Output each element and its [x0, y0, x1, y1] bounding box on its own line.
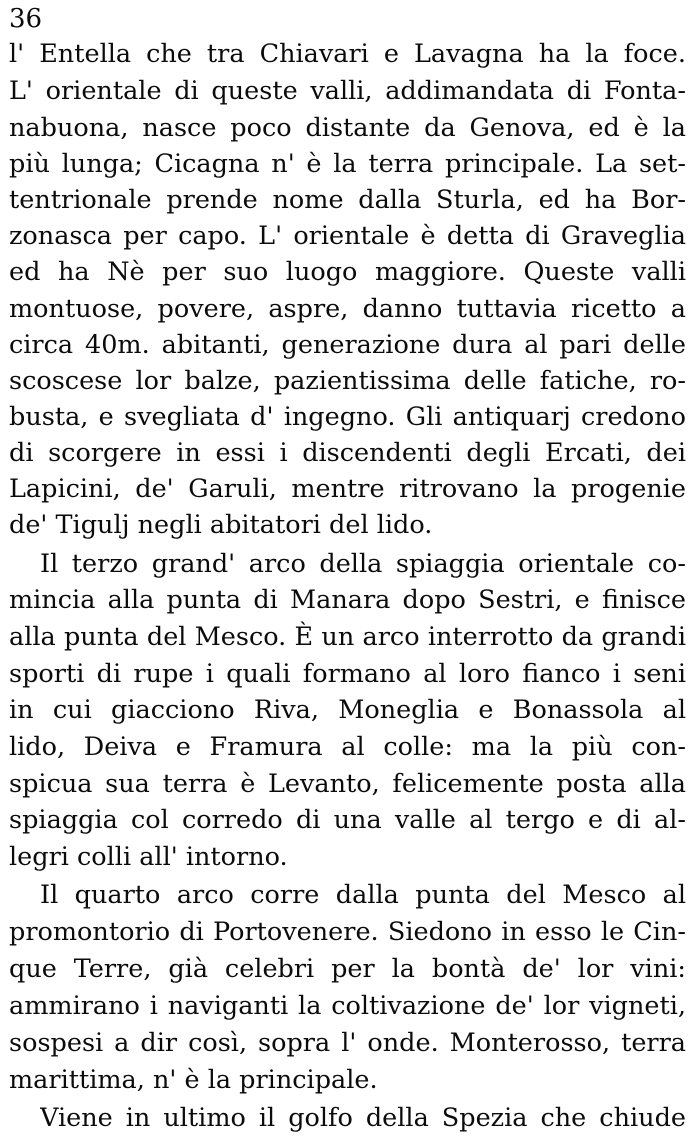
text-line: sospesi a dir così, sopra l' onde. Monterosso, terra [9, 1028, 686, 1058]
page-number: 36 [9, 4, 43, 34]
text-line: sporti di rupe i quali formano al loro fianco i seni [9, 659, 686, 689]
text-line: circa 40m. abitanti, generazione dura al pari delle [9, 330, 686, 360]
text-line: più lunga; Cicagna n' è la terra principale. La set- [9, 149, 686, 179]
text-line: L' orientale di queste valli, addimandata di Fonta- [9, 76, 686, 106]
text-line: montuose, povere, aspre, danno tuttavia ricetto a [9, 294, 686, 324]
text-line: Lapicini, de' Garuli, mentre ritrovano la progenie [9, 474, 686, 504]
paragraph-first-line: Il terzo grand' arco della spiaggia orientale co- [40, 549, 686, 579]
text-line: legri colli all' intorno. [9, 842, 288, 872]
text-line: spicua sua terra è Levanto, felicemente posta alla [9, 769, 686, 799]
text-line: lido, Deiva e Framura al colle: ma la più con- [9, 732, 686, 762]
text-line: marittima, n' è la principale. [9, 1065, 378, 1095]
text-line: que Terre, già celebri per la bontà de' lor vini: [9, 954, 686, 984]
paragraph-first-line: Il quarto arco corre dalla punta del Mesco al [40, 880, 686, 910]
text-line: l' Entella che tra Chiavari e Lavagna ha la foce. [9, 39, 686, 69]
text-line: ammirano i naviganti la coltivazione de' lor vigneti, [9, 991, 686, 1021]
text-line: scoscese lor balze, pazientissima delle fatiche, ro- [9, 366, 686, 396]
text-line: di scorgere in essi i discendenti degli Ercati, dei [9, 438, 686, 468]
text-line: promontorio di Portovenere. Siedono in esso le Cin- [9, 917, 686, 947]
text-line: zonasca per capo. L' orientale è detta di Graveglia [9, 221, 686, 251]
text-line: alla punta del Mesco. È un arco interrotto da grandi [9, 622, 686, 652]
text-line: tentrionale prende nome dalla Sturla, ed ha Bor- [9, 185, 686, 215]
text-line: mincia alla punta di Manara dopo Sestri, e finisce [9, 585, 686, 615]
text-line: de' Tigulj negli abitatori del lido. [9, 510, 433, 540]
text-line: ed ha Nè per suo luogo maggiore. Queste valli [9, 257, 686, 287]
text-line: spiaggia col corredo di una valle al tergo e di al- [9, 805, 686, 835]
text-line: nabuona, nasce poco distante da Genova, ed è la [9, 113, 686, 143]
text-line: in cui giacciono Riva, Moneglia e Bonassola al [9, 695, 686, 725]
paragraph-first-line: Viene in ultimo il golfo della Spezia che chiude [40, 1103, 686, 1133]
text-line: busta, e svegliata d' ingegno. Gli antiquarj credono [9, 402, 686, 432]
